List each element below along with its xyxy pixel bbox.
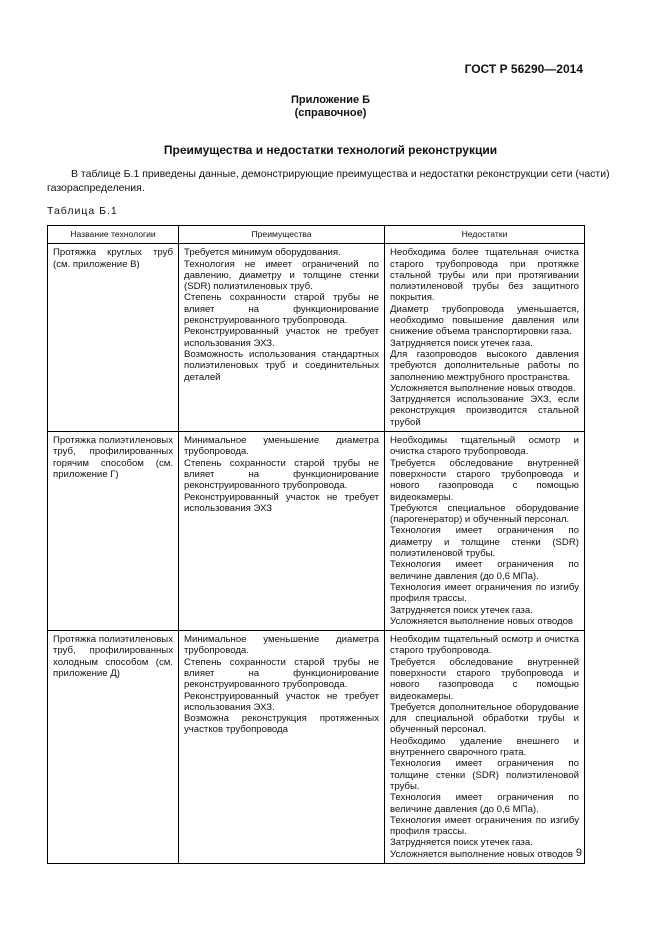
table-row	[48, 244, 585, 432]
disadvantage-item: Требуется обследование внутренней поверхности старого трубопровода и нового газопровода с помощью видеокамеры.	[390, 457, 579, 503]
advantage-item: Реконструированный участок не требует использования ЭХЗ.	[184, 690, 379, 713]
disadvantage-item: Затрудняется поиск утечек газа.	[390, 604, 533, 616]
advantage-item: Возможность использования стандартных полиэтиленовых труб и соединительных деталей	[184, 348, 379, 383]
advantages-cell	[179, 631, 385, 864]
disadvantage-item: Технология имеет ограничения по изгибу профиля трассы.	[390, 581, 579, 605]
advantages-cell	[179, 244, 385, 432]
technology-cell	[48, 432, 179, 631]
appendix-title: Приложение Б	[290, 94, 371, 106]
disadvantage-item: Необходимы тщательный осмотр и очистка старого трубопровода.	[390, 435, 579, 458]
advantage-item: Минимальное уменьшение диаметра трубопровода.	[184, 634, 379, 657]
advantage-item: Реконструированный участок не требует использования ЭХЗ.	[184, 326, 379, 349]
page-number: 9	[575, 847, 582, 859]
advantage-item: Степень сохранности старой трубы не влияет на функционирование реконструированного трубопровода.	[184, 292, 379, 327]
appendix-heading	[0, 94, 661, 120]
disadvantage-item: Усложняется выполнение новых отводов	[390, 615, 574, 627]
comparison-table	[47, 225, 585, 864]
disadvantage-item: Усложняется выполнение новых отводов.	[390, 382, 576, 394]
advantage-item: Технология не имеет ограничений по давлению, диаметру и толщине стенки (SDR) полиэтиленовых труб.	[184, 258, 379, 293]
advantage-item: Требуется минимум оборудования.	[184, 247, 341, 259]
disadvantages-cell	[385, 631, 585, 864]
appendix-subtitle: (справочное)	[294, 107, 367, 119]
disadvantage-item: Для газопроводов высокого давления требуются дополнительные работы по заполнению межтрубного пространства.	[390, 348, 579, 383]
advantage-item: Возможна реконструкция протяженных участков трубопровода	[184, 713, 379, 736]
disadvantage-item: Требуется обследование внутренней поверхности старого трубопровода и нового газопровода с помощью видеокамеры.	[390, 656, 579, 702]
section-heading: Преимущества и недостатки технологий реконструкции	[163, 143, 498, 157]
disadvantage-item: Технология имеет ограничения по величине давления (до 0,6 МПа).	[390, 559, 579, 582]
technology-cell	[48, 244, 179, 432]
disadvantage-item: Требуются специальное оборудование (парогенератор) и обученный персонал.	[390, 502, 579, 526]
table-header-row	[48, 226, 585, 244]
disadvantage-item: Необходима более тщательная очистка старого трубопровода при протяжке стальной трубы или при протягивании полиэтиленовой трубы без защитного покрытия.	[390, 247, 579, 304]
technology-name: Протяжка круглых труб (см. приложение В)	[53, 247, 173, 270]
table-label: Таблица Б.1	[47, 205, 118, 217]
technology-cell	[48, 631, 179, 864]
column-header-disadvantages: Недостатки	[385, 226, 585, 244]
disadvantage-item: Технология имеет ограничения по толщине стенки (SDR) полиэтиленовой трубы.	[390, 758, 579, 792]
disadvantage-item: Технология имеет ограничения по изгибу профиля трассы.	[390, 814, 579, 838]
disadvantage-item: Технология имеет ограничения по величине давления (до 0,6 МПа).	[390, 792, 579, 815]
column-header-advantages: Преимущества	[179, 226, 385, 244]
disadvantage-item: Затрудняется поиск утечек газа.	[390, 337, 533, 349]
intro-paragraph: В таблице Б.1 приведены данные, демонстрирующие преимущества и недостатки реконструкции сети (части) газораспределения.	[47, 168, 610, 194]
document-code: ГОСТ Р 56290—2014	[464, 62, 583, 76]
advantage-item: Минимальное уменьшение диаметра трубопровода.	[184, 435, 379, 458]
disadvantage-item: Необходимо удаление внешнего и внутреннего сварочного грата.	[390, 735, 579, 759]
disadvantage-item: Затрудняется поиск утечек газа.	[390, 837, 533, 849]
technology-name: Протяжка полиэтиленовых труб, профилированных холодным способом (см. приложение Д)	[53, 634, 173, 679]
disadvantage-item: Диаметр трубопровода уменьшается, необходимо повышение давления или снижение объема транспортировки газа.	[390, 303, 579, 338]
table-row	[48, 432, 585, 631]
disadvantage-item: Технология имеет ограничения по диаметру и толщине стенки (SDR) полиэтиленовой трубы.	[390, 525, 579, 560]
advantage-item: Степень сохранности старой трубы не влияет на функционирование реконструированного трубопровода.	[184, 656, 379, 691]
disadvantage-item: Усложняется выполнение новых отводов	[390, 848, 574, 860]
disadvantages-cell	[385, 244, 585, 432]
disadvantage-item: Требуется дополнительное оборудование для специальной обработки трубы и обученный персонал.	[390, 701, 579, 736]
column-header-technology: Название технологии	[48, 226, 179, 244]
disadvantage-item: Затрудняется использование ЭХЗ, если реконструкция производится стальной трубой	[390, 394, 579, 428]
advantage-item: Степень сохранности старой трубы не влияет на функционирование реконструированного трубопровода.	[184, 457, 379, 492]
advantages-cell	[179, 432, 385, 631]
advantage-item: Реконструированный участок не требует использования ЭХЗ	[184, 491, 379, 514]
disadvantages-cell	[385, 432, 585, 631]
technology-name: Протяжка полиэтиленовых труб, профилированных горячим способом (см. приложение Г)	[53, 435, 173, 480]
disadvantage-item: Необходим тщательный осмотр и очистка старого трубопровода.	[390, 634, 579, 657]
table-row	[48, 631, 585, 864]
